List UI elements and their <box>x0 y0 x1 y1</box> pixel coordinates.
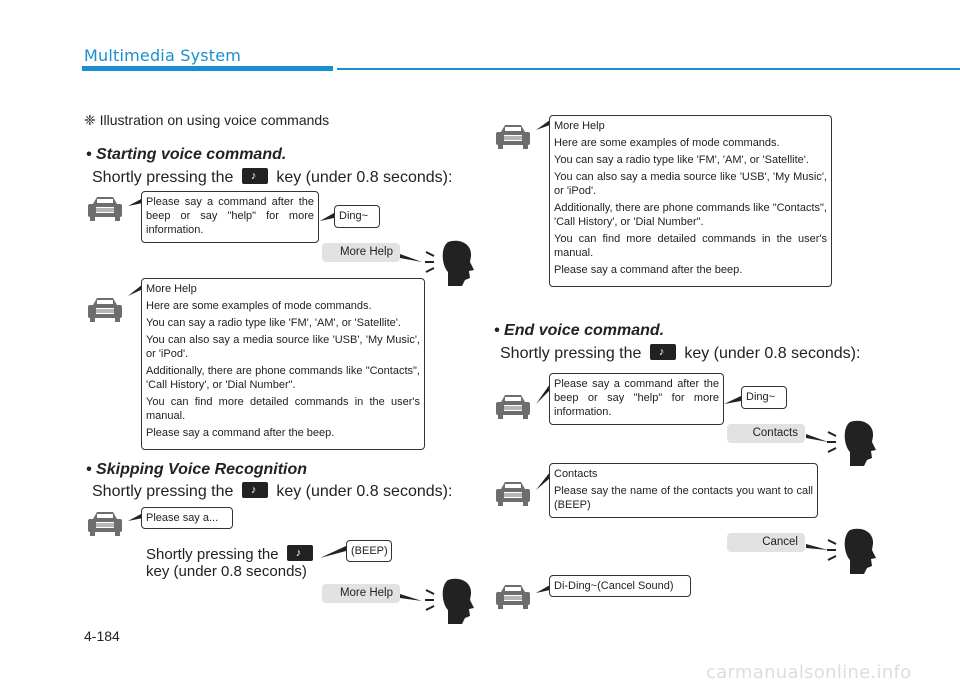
help-line: Please say a command after the beep. <box>554 264 743 276</box>
inline-pre: Shortly pressing the <box>146 546 279 563</box>
help-line: Additionally, there are phone commands like "Contacts", 'Call History', or 'Dial Number". <box>146 365 420 391</box>
inline-post: key (under 0.8 seconds) <box>146 563 307 580</box>
speaker-head-icon <box>425 579 474 624</box>
speaker-head-icon <box>827 421 876 466</box>
car-icon <box>496 125 530 149</box>
speaker-head-icon <box>425 241 474 286</box>
instruction-post: key (under 0.8 seconds): <box>276 483 453 500</box>
instruction-post: key (under 0.8 seconds): <box>276 169 453 186</box>
bullet-skipping-voice-recognition: • Skipping Voice Recognition <box>86 461 308 478</box>
voice-key-icon: ♪ <box>242 168 268 184</box>
watermark: carmanualsonline.info <box>706 662 912 683</box>
bullet-end-voice-command: • End voice command. <box>494 322 665 339</box>
cancel-utterance: Cancel <box>727 533 805 552</box>
instruction-pre: Shortly pressing the <box>92 483 234 500</box>
instruction-line <box>92 168 452 187</box>
voice-key-icon: ♪ <box>650 344 676 360</box>
more-help-box-left <box>141 278 425 450</box>
help-line: You can find more detailed commands in the user's manual. <box>554 233 827 259</box>
please-say-box: Please say a... <box>141 507 233 529</box>
bullet-starting-voice-command: • Starting voice command. <box>86 146 287 163</box>
instruction-line <box>500 344 860 363</box>
prompt-box <box>549 373 724 425</box>
more-help-utterance: More Help <box>322 584 400 603</box>
speaker-head-icon <box>827 529 876 574</box>
contacts-box <box>549 463 818 518</box>
help-line: Please say a command after the beep. <box>146 427 335 439</box>
inline-instruction <box>146 545 317 580</box>
contacts-utterance: Contacts <box>727 424 805 443</box>
instruction-pre: Shortly pressing the <box>92 169 234 186</box>
section-title: Multimedia System <box>84 46 242 65</box>
illustration-caption: ❈ Illustration on using voice commands <box>84 112 330 128</box>
help-line: More Help <box>554 120 605 132</box>
help-line: You can also say a media source like 'USB', 'My Music', or 'iPod'. <box>146 334 420 360</box>
instruction-post: key (under 0.8 seconds): <box>684 345 861 362</box>
help-line: You can also say a media source like 'USB', 'My Music', or 'iPod'. <box>554 171 827 197</box>
prompt-text: Please say a command after the beep or say "help" for more information. <box>554 378 719 418</box>
help-line: You can say a radio type like 'FM', 'AM', or 'Satellite'. <box>146 317 401 329</box>
more-help-utterance: More Help <box>322 243 400 262</box>
voice-key-icon: ♪ <box>287 545 313 561</box>
car-icon <box>496 585 530 609</box>
help-line: Here are some examples of mode commands. <box>554 137 780 149</box>
instruction-line <box>92 482 452 501</box>
contacts-line: Please say the name of the contacts you want to call (BEEP) <box>554 485 813 511</box>
more-help-box-right <box>549 115 832 287</box>
prompt-box <box>141 191 319 243</box>
help-line: You can find more detailed commands in the user's manual. <box>146 396 420 422</box>
prompt-text: Please say a command after the beep or say "help" for more information. <box>146 196 314 236</box>
voice-key-icon: ♪ <box>242 482 268 498</box>
cancel-sound-box: Di-Ding~(Cancel Sound) <box>549 575 691 597</box>
beep-box: (BEEP) <box>346 540 392 562</box>
car-icon <box>88 197 122 221</box>
contacts-line: Contacts <box>554 468 598 480</box>
car-icon <box>496 395 530 419</box>
help-line: Here are some examples of mode commands. <box>146 300 372 312</box>
car-icon <box>88 512 122 536</box>
car-icon <box>88 298 122 322</box>
help-line: Additionally, there are phone commands like "Contacts", 'Call History', or 'Dial Number". <box>554 202 827 228</box>
page-number: 4-184 <box>84 628 120 644</box>
help-line: More Help <box>146 283 197 295</box>
ding-box: Ding~ <box>334 205 380 228</box>
instruction-pre: Shortly pressing the <box>500 345 642 362</box>
ding-box: Ding~ <box>741 386 787 409</box>
car-icon <box>496 482 530 506</box>
help-line: You can say a radio type like 'FM', 'AM', or 'Satellite'. <box>554 154 809 166</box>
